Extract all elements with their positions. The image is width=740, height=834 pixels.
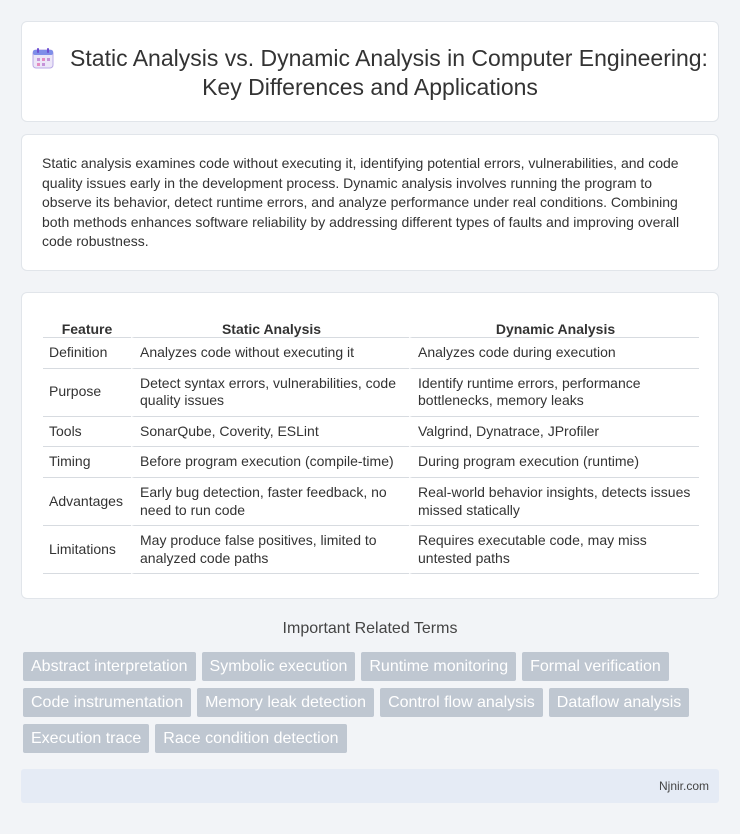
- feature-cell: Timing: [43, 447, 131, 478]
- header-feature: Feature: [43, 315, 131, 338]
- static-cell: Early bug detection, faster feedback, no need to run code: [131, 478, 409, 526]
- comparison-table: [43, 315, 699, 574]
- related-term-tag[interactable]: Dataflow analysis: [549, 688, 690, 717]
- header-static-analysis: Static Analysis: [131, 315, 409, 338]
- header-dynamic-analysis: Dynamic Analysis: [409, 315, 699, 338]
- summary-card: [21, 134, 719, 271]
- feature-cell: Tools: [43, 417, 131, 448]
- footer-source[interactable]: Njnir.com: [658, 779, 709, 793]
- title-card: [21, 21, 719, 122]
- table-row: [43, 417, 699, 448]
- table-row: [43, 369, 699, 417]
- static-cell: SonarQube, Coverity, ESLint: [131, 417, 409, 448]
- table-row: [43, 338, 699, 369]
- feature-cell: Definition: [43, 338, 131, 369]
- static-cell: May produce false positives, limited to analyzed code paths: [131, 526, 409, 574]
- dynamic-cell: During program execution (runtime): [409, 447, 699, 478]
- table-row: [43, 478, 699, 526]
- static-cell: Analyzes code without executing it: [131, 338, 409, 369]
- related-term-tag[interactable]: Execution trace: [23, 724, 149, 753]
- summary-text: Static analysis examines code without executing it, identifying potential errors, vulnerabilities, and code quality issues early in the development process. Dynamic analysis involves running the program to observe its behavior, detect runtime errors, and analyze performance under real conditions. Combining both methods enhances software reliability by addressing different types of faults and improving overall code robustness.: [42, 155, 680, 250]
- dynamic-cell: Requires executable code, may miss untested paths: [409, 526, 699, 574]
- table-header-row: [43, 315, 699, 338]
- comparison-card: [21, 292, 719, 599]
- related-term-tag[interactable]: Formal verification: [522, 652, 669, 681]
- related-term-tag[interactable]: Abstract interpretation: [23, 652, 196, 681]
- table-row: [43, 526, 699, 574]
- page-title-text: Static Analysis vs. Dynamic Analysis in Computer Engineering: Key Differences and Applications: [70, 45, 708, 100]
- related-term-tag[interactable]: Control flow analysis: [380, 688, 543, 717]
- dynamic-cell: Valgrind, Dynatrace, JProfiler: [409, 417, 699, 448]
- feature-cell: Limitations: [43, 526, 131, 574]
- dynamic-cell: Analyzes code during execution: [409, 338, 699, 369]
- calendar-icon: [32, 47, 54, 69]
- dynamic-cell: Real-world behavior insights, detects issues missed statically: [409, 478, 699, 526]
- related-terms-list: [23, 652, 713, 760]
- related-term-tag[interactable]: Runtime monitoring: [361, 652, 516, 681]
- footer: [21, 769, 719, 803]
- feature-cell: Advantages: [43, 478, 131, 526]
- table-row: [43, 447, 699, 478]
- related-term-tag[interactable]: Code instrumentation: [23, 688, 191, 717]
- static-cell: Before program execution (compile-time): [131, 447, 409, 478]
- static-cell: Detect syntax errors, vulnerabilities, code quality issues: [131, 369, 409, 417]
- related-term-tag[interactable]: Race condition detection: [155, 724, 346, 753]
- related-term-tag[interactable]: Memory leak detection: [197, 688, 374, 717]
- page-title: [22, 44, 718, 102]
- related-terms-heading: Important Related Terms: [282, 620, 458, 637]
- related-term-tag[interactable]: Symbolic execution: [202, 652, 356, 681]
- dynamic-cell: Identify runtime errors, performance bottlenecks, memory leaks: [409, 369, 699, 417]
- feature-cell: Purpose: [43, 369, 131, 417]
